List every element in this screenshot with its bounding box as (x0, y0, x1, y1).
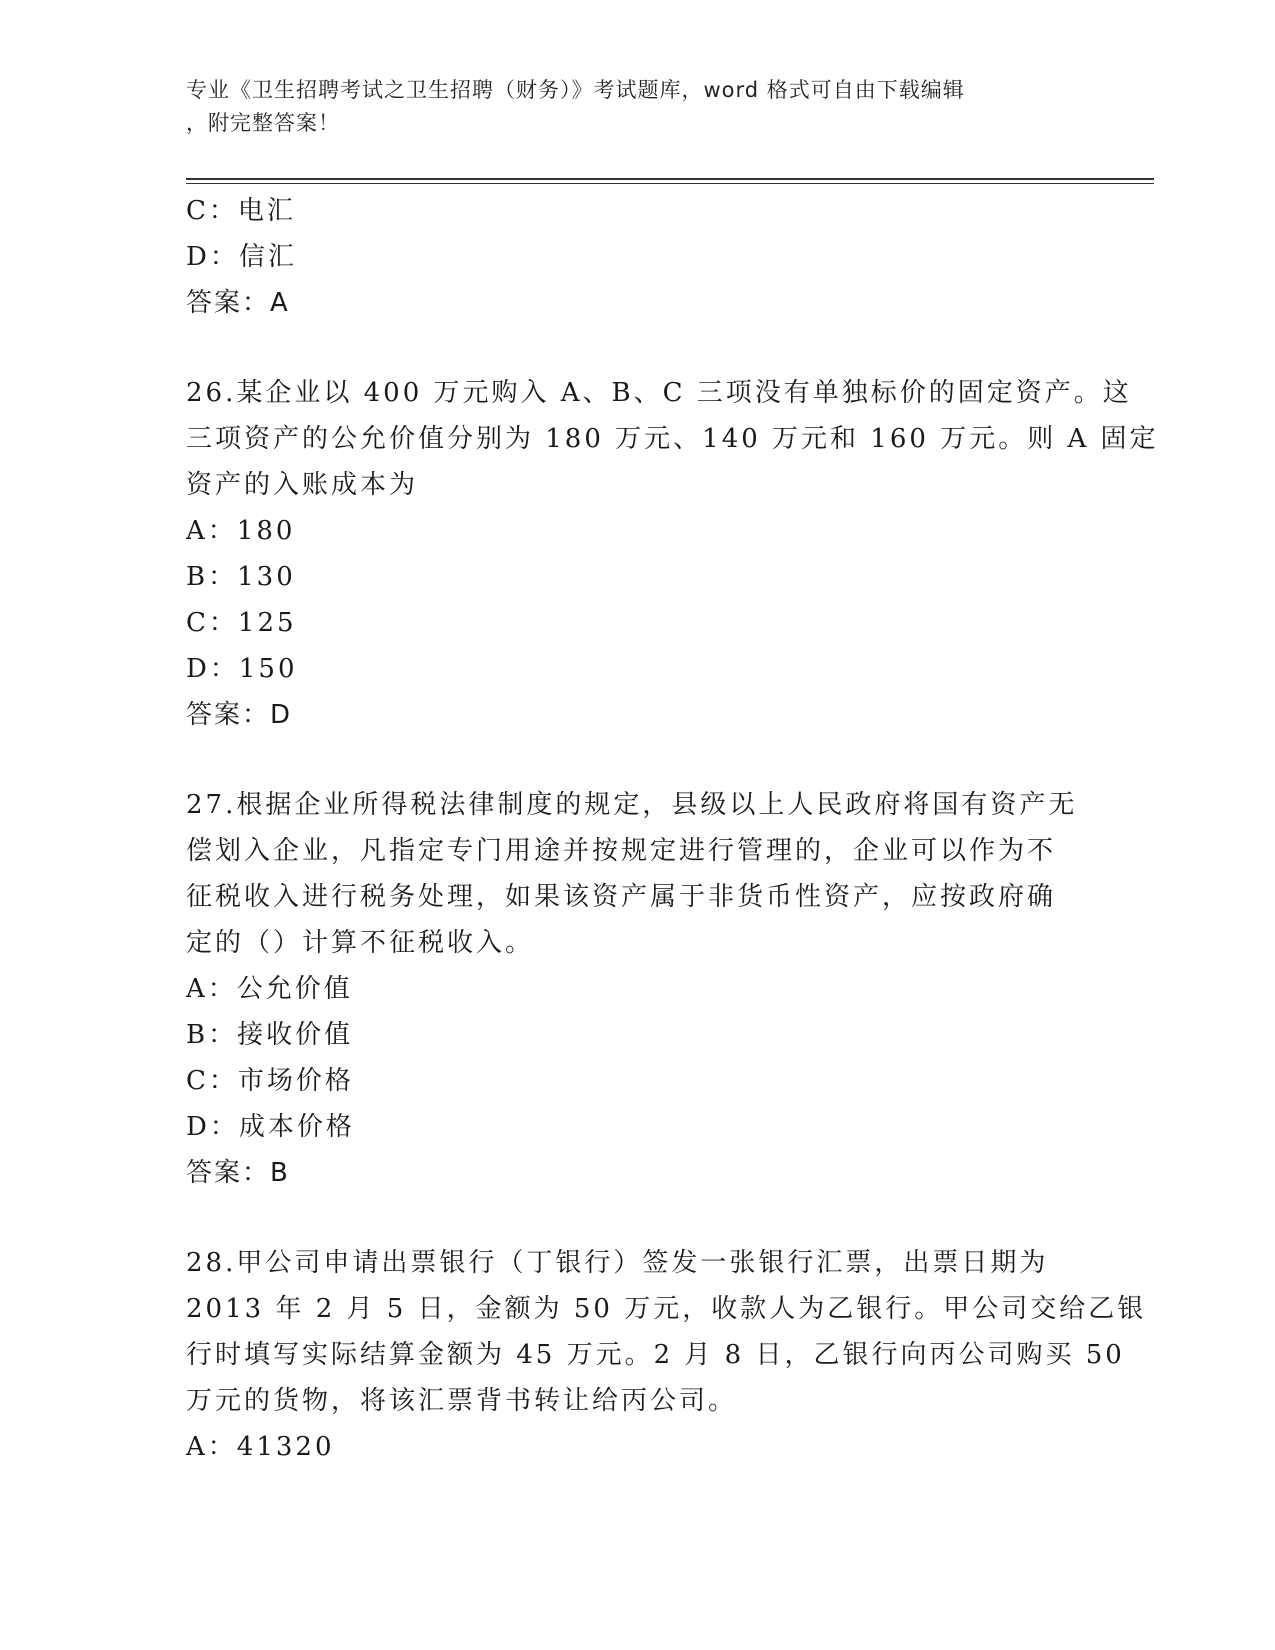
option-label: D： (186, 242, 239, 272)
question-stem-line: 28.甲公司申请出票银行（丁银行）签发一张银行汇票，出票日期为 (186, 1248, 1049, 1278)
option-label: A： (186, 974, 237, 1004)
option-d (186, 646, 1086, 692)
option-d (186, 1104, 1086, 1150)
question-27 (186, 782, 1086, 1196)
option-label: C： (186, 196, 238, 226)
option-label: A： (186, 1432, 237, 1462)
question-stem-line: 征税收入进行税务处理，如果该资产属于非货币性资产，应按政府确 (186, 882, 1057, 912)
question-stem-line: 资产的入账成本为 (186, 470, 419, 500)
question-26 (186, 370, 1159, 738)
header-line-2: ，附完整答案！ (186, 111, 340, 135)
question-25-tail (186, 188, 1086, 326)
question-stem-line: 三项资产的公允价值分别为 180 万元、140 万元和 160 万元。则 A 固定 (186, 424, 1159, 454)
question-stem-line: 定的（）计算不征税收入。 (186, 928, 535, 958)
option-label: A： (186, 516, 237, 546)
option-text: 150 (238, 654, 298, 684)
option-text: 41320 (236, 1432, 335, 1462)
option-text: 180 (236, 516, 296, 546)
option-label: D： (186, 654, 239, 684)
option-label: C： (186, 608, 238, 638)
option-a (186, 966, 1086, 1012)
option-text: 成本价格 (238, 1112, 355, 1142)
header-rule-thin (186, 183, 1154, 184)
option-c (186, 600, 1086, 646)
option-a (186, 1424, 1086, 1470)
option-text: 接收价值 (237, 1020, 354, 1050)
answer: 答案：B (186, 1158, 290, 1188)
answer: 答案：D (186, 700, 293, 730)
header-line-1: 专业《卫生招聘考试之卫生招聘（财务）》考试题库，word 格式可自由下载编辑 (186, 78, 965, 102)
question-28 (186, 1240, 1147, 1470)
option-b (186, 554, 1086, 600)
question-stem-line: 26.某企业以 400 万元购入 A、B、C 三项没有单独标价的固定资产。这 (186, 378, 1132, 408)
option-c (186, 188, 1086, 234)
option-text: 信汇 (238, 242, 297, 272)
question-content (186, 188, 1159, 1470)
option-text: 公允价值 (236, 974, 353, 1004)
option-text: 125 (237, 608, 297, 638)
question-stem-line: 2013 年 2 月 5 日，金额为 50 万元，收款人为乙银行。甲公司交给乙银 (186, 1294, 1147, 1324)
question-stem-line: 万元的货物，将该汇票背书转让给丙公司。 (186, 1386, 738, 1416)
option-label: B： (186, 1020, 238, 1050)
answer: 答案：A (186, 288, 290, 318)
option-d (186, 234, 1086, 280)
option-label: B： (186, 562, 238, 592)
question-stem-line: 行时填写实际结算金额为 45 万元。2 月 8 日，乙银行向丙公司购买 50 (186, 1340, 1125, 1370)
option-b (186, 1012, 1086, 1058)
header-rule-thick (186, 178, 1154, 180)
option-text: 市场价格 (237, 1066, 354, 1096)
option-label: C： (186, 1066, 238, 1096)
option-a (186, 508, 1086, 554)
question-stem-line: 27.根据企业所得税法律制度的规定，县级以上人民政府将国有资产无 (186, 790, 1078, 820)
option-c (186, 1058, 1086, 1104)
document-header (186, 74, 1086, 140)
option-text: 130 (237, 562, 296, 592)
option-text: 电汇 (237, 196, 296, 226)
option-label: D： (186, 1112, 239, 1142)
question-stem-line: 偿划入企业，凡指定专门用途并按规定进行管理的，企业可以作为不 (186, 836, 1057, 866)
